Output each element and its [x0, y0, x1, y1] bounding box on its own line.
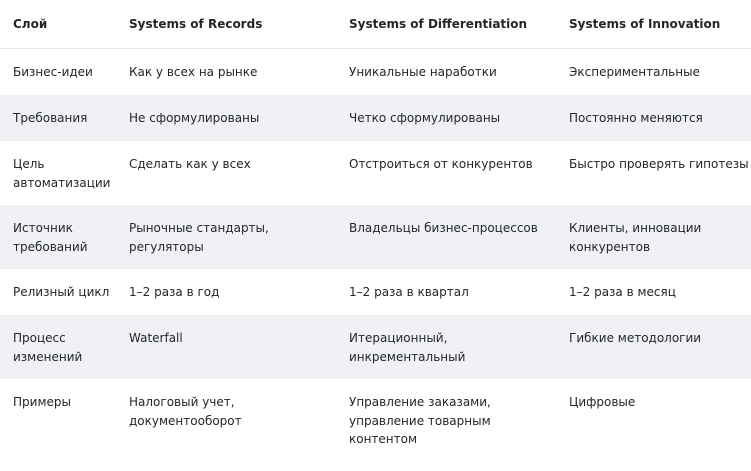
table-cell: 1–2 раза в квартал: [349, 285, 469, 299]
row-label: Источник требований: [0, 205, 116, 269]
table-row: [0, 95, 751, 141]
table-row: [0, 315, 751, 379]
table-cell: Как у всех на рынке: [129, 64, 258, 79]
table-cell: 1–2 раза в год: [129, 285, 220, 299]
table-cell: Налоговый учет, документооборот: [129, 395, 242, 428]
table-cell: Не сформулированы: [116, 95, 336, 141]
table-cell: Четко сформулированы: [336, 95, 556, 141]
table-cell: Сделать как у всех: [129, 157, 251, 171]
table-cell: Управление заказами, управление товарным контентом: [349, 395, 491, 446]
table-cell: Итерационный, инкрементальный: [336, 315, 556, 379]
table-header-row: [0, 0, 751, 48]
table-cell: Постоянно меняются: [556, 95, 751, 141]
table-cell: Гибкие методологии: [556, 315, 751, 379]
row-label: Релизный цикл: [13, 285, 110, 299]
table-row: [0, 379, 751, 461]
table-row: [0, 205, 751, 269]
row-label: Цель автоматизации: [13, 157, 111, 190]
header-systems-of-differentiation: Systems of Differentiation: [336, 0, 556, 48]
row-label: Примеры: [13, 395, 71, 409]
table-row: [0, 48, 751, 95]
table-row: [0, 269, 751, 315]
table-cell: Цифровые: [569, 395, 636, 409]
table-row: [0, 141, 751, 205]
table-cell: Waterfall: [116, 315, 336, 379]
row-label: Требования: [0, 95, 116, 141]
header-systems-of-records: Systems of Records: [116, 0, 336, 48]
table-cell: Клиенты, инновации конкурентов: [556, 205, 751, 269]
header-layer: Слой: [0, 0, 116, 48]
table-cell: Отстроиться от конкурентов: [349, 157, 533, 171]
table-cell: Экспериментальные: [569, 64, 700, 79]
row-label: Бизнес-идеи: [13, 64, 93, 79]
row-label: Процесс изменений: [0, 315, 116, 379]
table-cell: Быстро проверять гипотезы: [569, 157, 749, 171]
table-cell: Рыночные стандарты, регуляторы: [116, 205, 336, 269]
table-cell: Уникальные наработки: [349, 64, 497, 79]
table-cell: Владельцы бизнес-процессов: [336, 205, 556, 269]
table-cell: 1–2 раза в месяц: [569, 285, 676, 299]
header-systems-of-innovation: Systems of Innovation: [556, 0, 751, 48]
